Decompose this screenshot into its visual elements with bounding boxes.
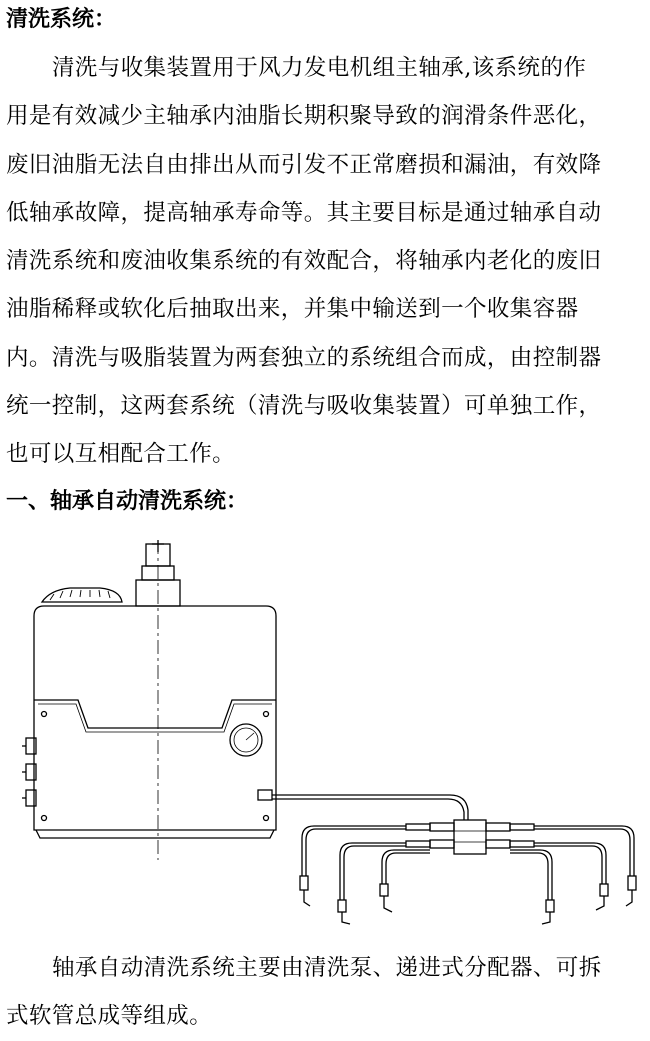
- intro-line: 清洗与收集装置用于风力发电机组主轴承,该系统的作: [52, 55, 587, 81]
- summary-line: 轴承自动清洗系统主要由清洗泵、递进式分配器、可拆: [52, 955, 602, 981]
- intro-line: 内。清洗与吸脂装置为两套独立的系统组合而成，由控制器: [6, 344, 602, 371]
- intro-line: 用是有效减少主轴承内油脂长期积聚导致的润滑条件恶化，: [6, 103, 602, 130]
- cleaning-system-drawing: [10, 540, 650, 930]
- heading-cleaning-system: 清洗系统：: [6, 7, 117, 32]
- intro-line: 也可以互相配合工作。: [6, 441, 236, 468]
- cleaning-pump: [22, 540, 276, 860]
- progressive-distributor: [406, 820, 534, 854]
- intro-line: 统一控制，这两套系统（清洗与吸收集装置）可单独工作，: [6, 393, 602, 420]
- intro-line: 低轴承故障，提高轴承寿命等。其主要目标是通过轴承自动: [6, 199, 602, 226]
- intro-line: 油脂稀释或软化后抽取出来，并集中输送到一个收集容器: [6, 296, 579, 323]
- intro-line: 清洗系统和废油收集系统的有效配合，将轴承内老化的废旧: [6, 248, 602, 275]
- hose-assembly: [300, 826, 636, 924]
- summary-line: 式软管总成等组成。: [6, 1003, 213, 1030]
- summary-paragraph: [6, 944, 646, 1041]
- intro-paragraph: [6, 44, 646, 479]
- intro-line: 废旧油脂无法自由排出从而引发不正常磨损和漏油，有效降: [6, 151, 602, 178]
- section-heading-auto-cleaning: 一、轴承自动清洗系统：: [6, 489, 249, 514]
- supply-hose: [272, 795, 468, 820]
